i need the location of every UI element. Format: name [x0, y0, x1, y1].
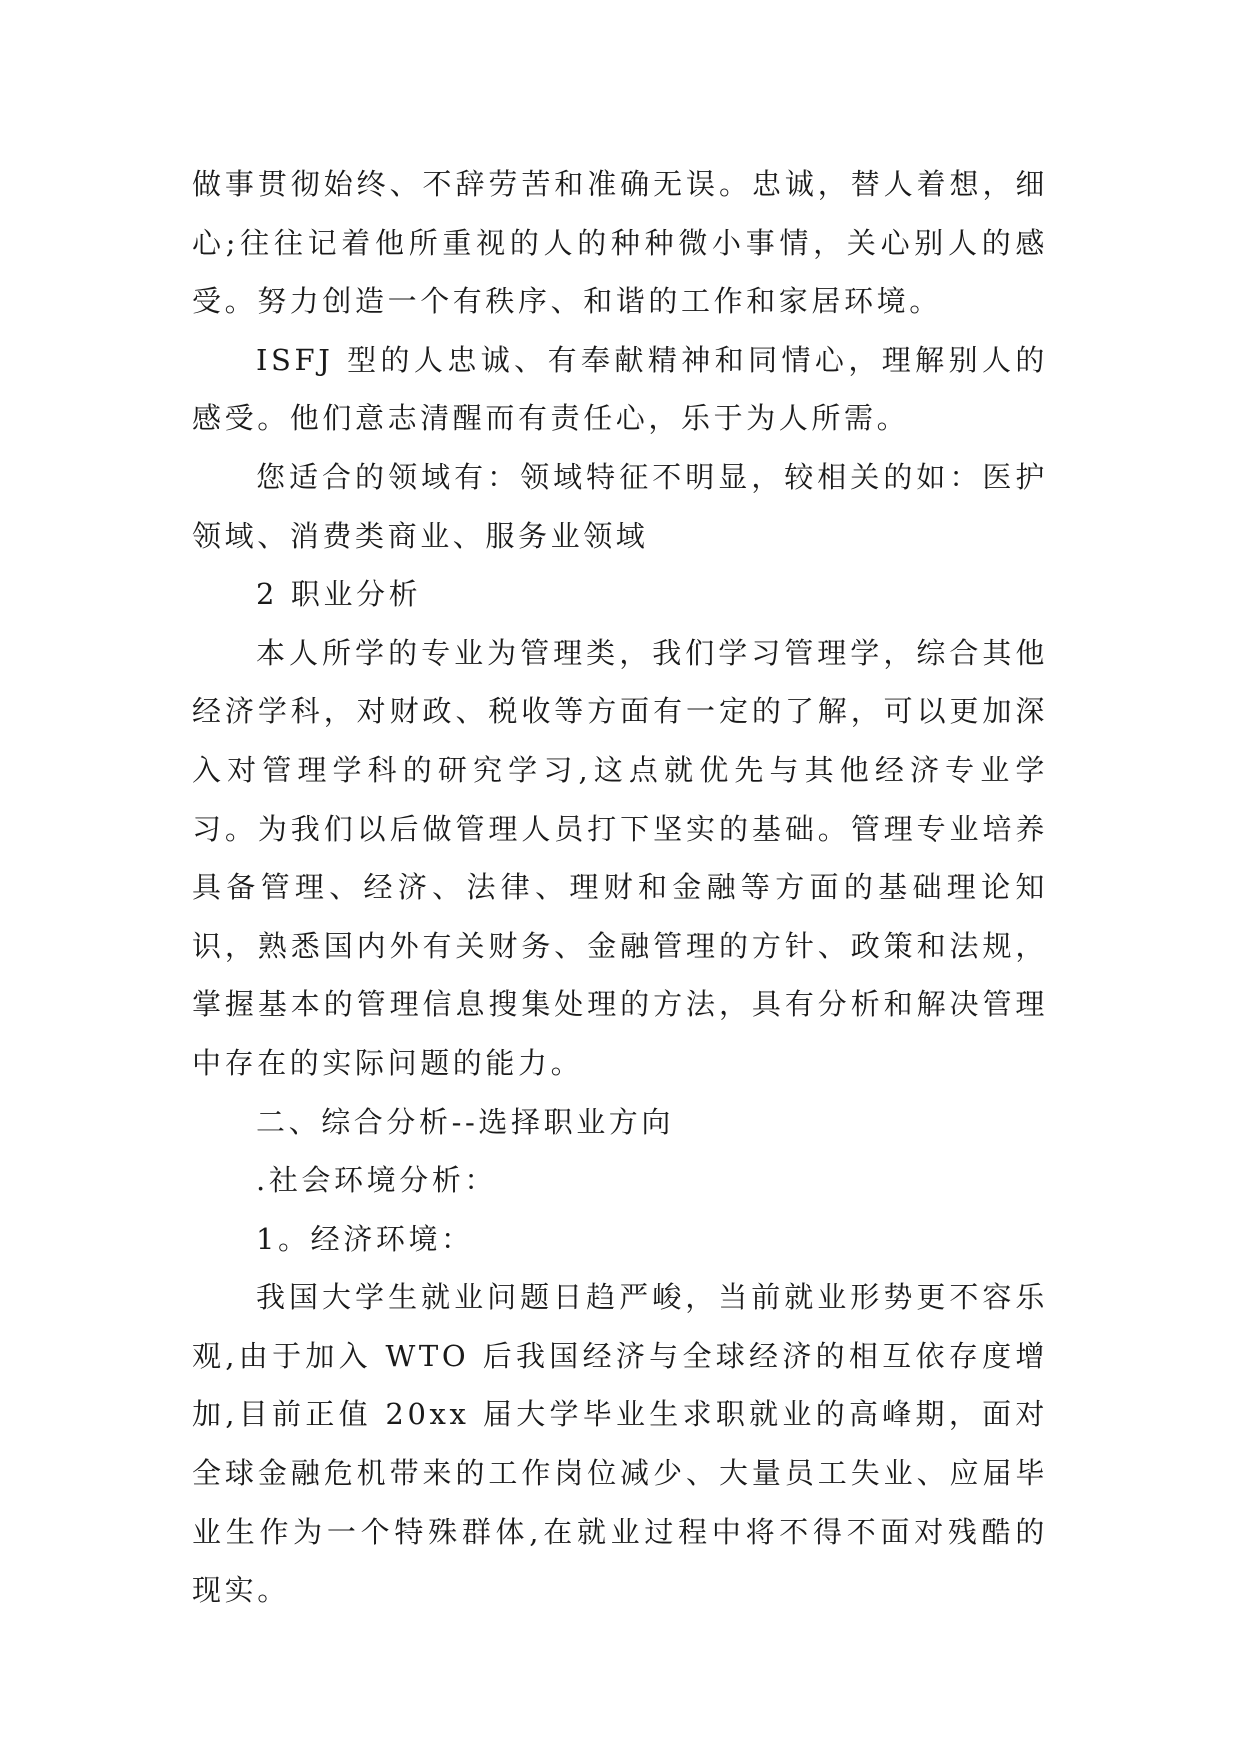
paragraph-suitable-fields: 您适合的领域有：领域特征不明显，较相关的如：医护领域、消费类商业、服务业领域	[192, 459, 1048, 553]
subheading-economic-environment: 1。经济环境：	[256, 1221, 474, 1256]
section-heading-career-analysis: 2 职业分析	[256, 577, 422, 612]
paragraph-isfj-description: ISFJ 型的人忠诚、有奉献精神和同情心，理解别人的感受。他们意志清醒而有责任心，乐于为人所需。	[192, 342, 1048, 436]
paragraph-major-analysis: 本人所学的专业为管理类，我们学习管理学，综合其他经济学科，对财政、税收等方面有一定的了解，可以更加深入对管理学科的研究学习,这点就优先与其他经济专业学习。为我们以后做管理人员打下坚实的基础。管理专业培养具备管理、经济、法律、理财和金融等方面的基础理论知识，熟悉国内外有关财务、金融管理的方针、政策和法规，掌握基本的管理信息搜集处理的方法，具有分析和解决管理中存在的实际问题的能力。	[192, 635, 1048, 1080]
subheading-social-environment: .社会环境分析：	[256, 1163, 498, 1198]
paragraph-personality-traits: 做事贯彻始终、不辞劳苦和准确无误。忠诚，替人着想，细心;往往记着他所重视的人的种种微小事情，关心别人的感受。努力创造一个有秩序、和谐的工作和家居环境。	[192, 167, 1048, 319]
paragraph-employment-situation: 我国大学生就业问题日趋严峻，当前就业形势更不容乐观,由于加入 WTO 后我国经济与全球经济的相互依存度增加,目前正值 20xx 届大学毕业生求职就业的高峰期，面对全球金融危机带来的工作岗位减少、大量员工失业、应届毕业生作为一个特殊群体,在就业过程中将不得不面对残酷的现实。	[192, 1280, 1048, 1608]
section-heading-comprehensive-analysis: 二、综合分析--选择职业方向	[256, 1104, 674, 1139]
document-body	[192, 155, 1048, 1620]
